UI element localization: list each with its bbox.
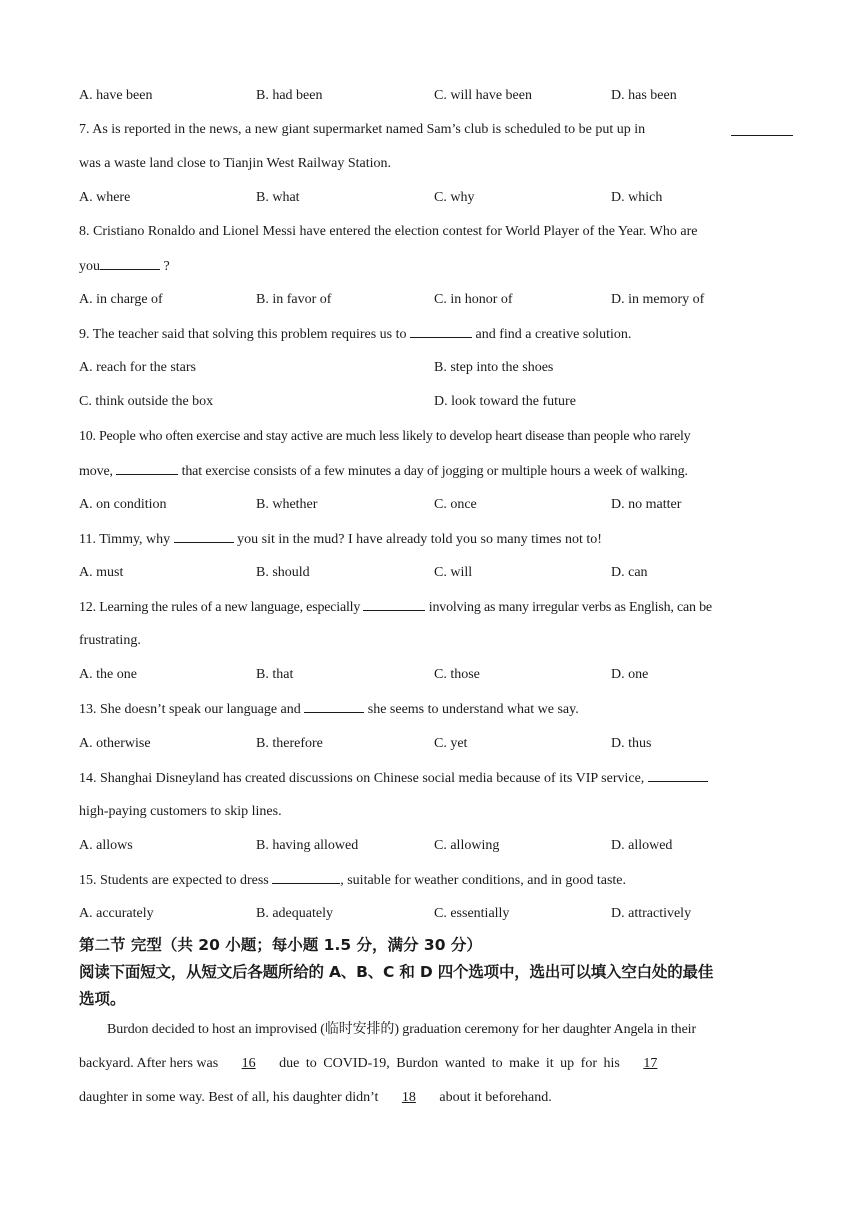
q14-blank <box>648 768 708 782</box>
q11-option-a: A. must <box>79 565 124 580</box>
q10-option-b: B. whether <box>256 497 318 512</box>
q11-blank <box>174 529 234 543</box>
q6-option-a: A. have been <box>79 88 153 103</box>
passage-line-3-prefix: daughter in some way. Best of all, his daughter didn’t <box>79 1090 379 1105</box>
q15-option-b: B. adequately <box>256 906 333 921</box>
q9-option-c: C. think outside the box <box>79 394 214 409</box>
q10-option-d: D. no matter <box>611 497 682 512</box>
q7-option-c: C. why <box>434 190 475 205</box>
q9-stem <box>79 324 793 345</box>
q12-stem-suffix: involving as many irregular verbs as English, can be <box>428 600 712 615</box>
q7-option-b: B. what <box>256 190 300 205</box>
q12-stem-prefix: 12. Learning the rules of a new language, especially <box>79 600 361 615</box>
passage-blank-18: 18 <box>401 1090 416 1105</box>
passage-blank-17: 17 <box>643 1056 658 1071</box>
q10-stem-line-1: 10. People who often exercise and stay active are much less likely to develop heart disease than people who rarely <box>79 429 691 444</box>
q10-blank <box>116 461 178 475</box>
q8-option-b: B. in favor of <box>256 292 332 307</box>
q15-option-d: D. attractively <box>611 906 692 921</box>
q14-stem-text: 14. Shanghai Disneyland has created discussions on Chinese social media because of its VIP service, <box>79 771 645 786</box>
q14-option-b: B. having allowed <box>256 838 359 853</box>
q15-option-c: C. essentially <box>434 906 510 921</box>
passage-line-2-middle: due to COVID-19, Burdon wanted to make it up for his <box>279 1056 620 1071</box>
q8-stem-prefix: you <box>79 259 100 274</box>
passage-line-3 <box>79 1088 793 1108</box>
q6-option-b: B. had been <box>256 88 323 103</box>
passage-blank-16: 16 <box>241 1056 256 1071</box>
q9-stem-prefix: 9. The teacher said that solving this problem requires us to <box>79 327 407 342</box>
q14-option-c: C. allowing <box>434 838 500 853</box>
q9-option-d: D. look toward the future <box>434 394 576 409</box>
q6-option-d: D. has been <box>611 88 677 103</box>
q12-blank <box>363 597 425 611</box>
q7-blank <box>731 122 793 136</box>
q10-stem-line-2 <box>79 461 793 482</box>
q15-stem-prefix: 15. Students are expected to dress <box>79 873 269 888</box>
passage-line-3-suffix: about it beforehand. <box>439 1090 552 1105</box>
q8-option-d: D. in memory of <box>611 292 705 307</box>
q7-stem-text: 7. As is reported in the news, a new giant supermarket named Sam’s club is scheduled to be put up in <box>79 122 646 137</box>
q10-option-a: A. on condition <box>79 497 167 512</box>
q13-stem <box>79 699 793 720</box>
q8-stem-suffix: ? <box>160 259 170 274</box>
q13-option-b: B. therefore <box>256 736 323 751</box>
q10-option-c: C. once <box>434 497 477 512</box>
q10-stem-suffix: that exercise consists of a few minutes a day of jogging or multiple hours a week of walking. <box>181 464 688 479</box>
q7-option-d: D. which <box>611 190 663 205</box>
q15-option-a: A. accurately <box>79 906 154 921</box>
q9-option-b: B. step into the shoes <box>434 360 554 375</box>
q11-option-b: B. should <box>256 565 310 580</box>
q13-option-d: D. thus <box>611 736 652 751</box>
passage-line-2 <box>79 1054 793 1074</box>
q12-stem-line-2: frustrating. <box>79 633 141 648</box>
section-2-instruction-line-1: 阅读下面短文，从短文后各题所给的 A、B、C 和 D 四个选项中，选出可以填入空白处的最佳 <box>79 963 714 981</box>
q14-stem-line-2: high-paying customers to skip lines. <box>79 804 282 819</box>
q7-stem-line-1 <box>79 120 793 140</box>
q8-option-c: C. in honor of <box>434 292 513 307</box>
section-2-title: 第二节 完型（共 20 小题；每小题 1.5 分，满分 30 分） <box>79 936 482 954</box>
q15-stem <box>79 870 793 891</box>
q8-blank <box>100 256 160 270</box>
q12-stem-line-1 <box>79 597 793 618</box>
q12-option-d: D. one <box>611 667 649 682</box>
section-2-instruction-line-2: 选项。 <box>79 990 126 1008</box>
q15-stem-suffix: , suitable for weather conditions, and in good taste. <box>340 873 626 888</box>
q11-option-c: C. will <box>434 565 473 580</box>
q9-stem-suffix: and find a creative solution. <box>475 327 632 342</box>
q13-blank <box>304 699 364 713</box>
q13-stem-prefix: 13. She doesn’t speak our language and <box>79 702 301 717</box>
q10-stem-prefix: move, <box>79 464 113 479</box>
q11-stem-suffix: you sit in the mud? I have already told you so many times not to! <box>237 532 602 547</box>
q13-option-c: C. yet <box>434 736 468 751</box>
q14-option-d: D. allowed <box>611 838 673 853</box>
q11-stem <box>79 529 793 550</box>
q14-option-a: A. allows <box>79 838 133 853</box>
q6-option-c: C. will have been <box>434 88 532 103</box>
q13-option-a: A. otherwise <box>79 736 151 751</box>
passage-line-2-prefix: backyard. After hers was <box>79 1056 219 1071</box>
q12-option-a: A. the one <box>79 667 137 682</box>
q12-option-c: C. those <box>434 667 480 682</box>
q9-option-a: A. reach for the stars <box>79 360 197 375</box>
q15-blank <box>272 870 340 884</box>
q8-stem-line-1: 8. Cristiano Ronaldo and Lionel Messi have entered the election contest for World Player of the Year. Who are <box>79 224 698 239</box>
q9-blank <box>410 324 472 338</box>
q13-stem-suffix: she seems to understand what we say. <box>367 702 579 717</box>
q8-stem-line-2 <box>79 256 793 277</box>
passage-line-1: Burdon decided to host an improvised (临时安排的) graduation ceremony for her daughter Angela in their <box>107 1022 697 1037</box>
q7-stem-line-2: was a waste land close to Tianjin West Railway Station. <box>79 156 392 171</box>
q11-option-d: D. can <box>611 565 648 580</box>
q12-option-b: B. that <box>256 667 294 682</box>
q11-stem-prefix: 11. Timmy, why <box>79 532 171 547</box>
q14-stem-line-1 <box>79 768 793 789</box>
q7-option-a: A. where <box>79 190 131 205</box>
q8-option-a: A. in charge of <box>79 292 163 307</box>
